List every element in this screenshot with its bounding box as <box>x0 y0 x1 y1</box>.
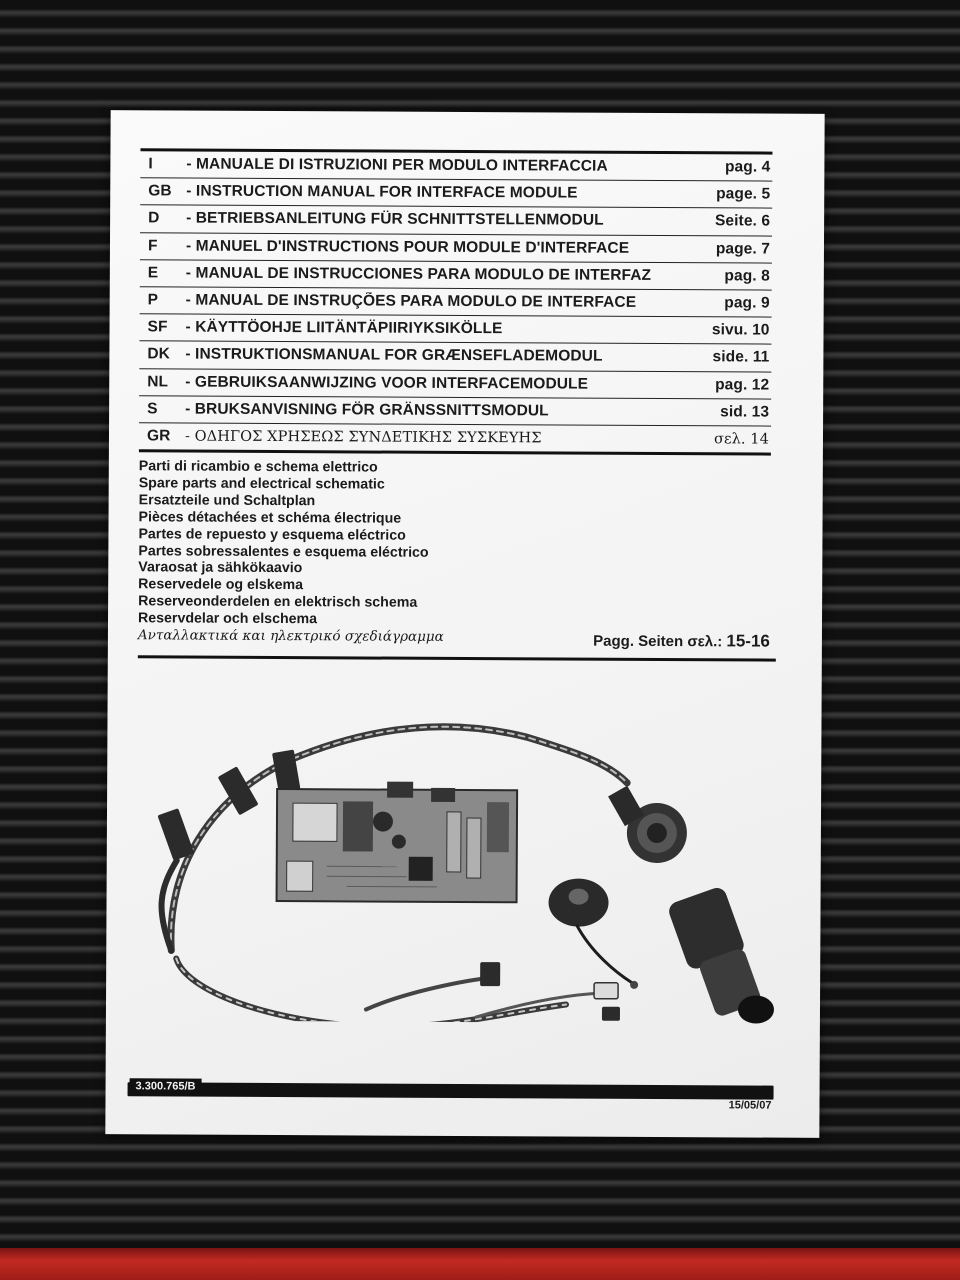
spare-parts-line: Ersatzteile und Schaltplan <box>138 492 316 510</box>
spare-parts-line: Parti di ricambio e schema elettrico <box>138 458 378 476</box>
page-reference: page. 7 <box>715 239 771 258</box>
sensor-disk <box>548 878 639 988</box>
page-reference: pag. 9 <box>724 294 770 312</box>
section-divider <box>138 655 776 661</box>
toc-row <box>140 206 772 236</box>
toc-row <box>140 233 772 263</box>
manual-title: - KÄYTTÖOHJE LIITÄNTÄPIIRIYKSIKÖLLE <box>185 318 503 338</box>
language-code: S <box>147 400 158 418</box>
manual-title: - GEBRUIKSAANWIJZING VOOR INTERFACEMODULE <box>185 373 589 393</box>
manual-cover-sheet <box>105 110 824 1138</box>
spare-parts-line: Partes de repuesto y esquema eléctrico <box>138 525 406 544</box>
spare-parts-line: Varaosat ja sähkökaavio <box>138 559 303 577</box>
language-index-table <box>139 148 773 455</box>
red-edge-strip <box>0 1248 960 1280</box>
page-reference: pag. 4 <box>724 158 771 176</box>
manual-title: - BRUKSANVISNING FÖR GRÄNSSNITTSMODUL <box>185 400 549 420</box>
page-reference: side. 11 <box>712 348 770 366</box>
toc-row <box>140 260 772 290</box>
toc-row <box>139 342 771 372</box>
language-code: DK <box>147 345 171 363</box>
spare-parts-line: Reservedele og elskema <box>138 576 304 594</box>
spare-parts-list <box>138 458 771 647</box>
pages-label: Pagg. Seiten σελ.: <box>593 632 723 651</box>
language-code: P <box>147 291 159 309</box>
manual-title: - MANUAL DE INSTRUÇÕES PARA MODULO DE INTERFACE <box>185 291 637 311</box>
page-reference: pag. 8 <box>724 267 770 285</box>
toc-row <box>140 178 772 208</box>
manual-title: - MANUALE DI ISTRUZIONI PER MODULO INTERFACCIA <box>186 155 608 175</box>
connector-plug <box>666 885 775 1024</box>
interface-module-kit-photo <box>146 690 788 1023</box>
language-code: I <box>148 155 153 173</box>
manual-title: - MANUEL D'INSTRUCTIONS POUR MODULE D'INTERFACE <box>185 237 630 257</box>
circular-connector <box>608 786 687 864</box>
page-reference: sid. 13 <box>720 403 770 421</box>
language-code: NL <box>147 372 169 391</box>
spare-parts-line: Partes sobressalentes e esquema eléctrico <box>138 542 429 561</box>
spare-parts-line: Ανταλλακτικά και ηλεκτρικό σχεδιάγραμμα <box>137 627 444 645</box>
page-reference: sivu. 10 <box>711 321 770 339</box>
manual-title: - BETRIEBSANLEITUNG FÜR SCHNITTSTELLENMODUL <box>186 210 604 230</box>
page-reference: σελ. 14 <box>713 431 770 448</box>
circuit-board <box>277 781 518 902</box>
language-code: SF <box>147 318 168 336</box>
spare-parts-line: Pièces détachées et schéma électrique <box>138 509 402 527</box>
page-reference: pag. 12 <box>715 375 770 394</box>
footer-bar <box>128 1082 774 1099</box>
pages-number: 15-16 <box>726 631 770 651</box>
language-code: E <box>147 264 159 282</box>
document-code: 3.300.765/B <box>130 1078 202 1094</box>
toc-row <box>139 396 771 426</box>
language-code: GR <box>146 427 171 445</box>
language-code: D <box>148 209 160 227</box>
language-code: F <box>147 236 158 255</box>
manual-title: - INSTRUCTION MANUAL FOR INTERFACE MODULE <box>186 182 578 202</box>
language-code: GB <box>148 182 172 200</box>
manual-title: - ΟΔΗΓΟΣ ΧΡΗΣΕΩΣ ΣΥΝΔΕΤΙΚΗΣ ΣΥΣΚΕΥΗΣ <box>184 428 542 447</box>
page-reference: page. 5 <box>716 185 771 203</box>
toc-row <box>140 151 772 181</box>
spare-parts-pages <box>593 631 770 652</box>
spare-parts-line: Reservdelar och elschema <box>137 610 318 628</box>
page-reference: Seite. 6 <box>714 212 771 231</box>
toc-row <box>139 369 771 399</box>
toc-row <box>139 423 771 455</box>
manual-title: - INSTRUKTIONSMANUAL FOR GRÆNSEFLADEMODUL <box>185 345 603 366</box>
document-date: 15/05/07 <box>728 1099 772 1112</box>
spare-parts-line: Spare parts and electrical schematic <box>138 475 385 493</box>
manual-title: - MANUAL DE INSTRUCCIONES PARA MODULO DE INTERFAZ <box>185 264 652 284</box>
toc-row <box>140 287 772 317</box>
harness-connector <box>157 808 194 861</box>
spare-parts-line: Reserveonderdelen en elektrisch schema <box>138 593 418 611</box>
toc-row <box>139 314 771 344</box>
